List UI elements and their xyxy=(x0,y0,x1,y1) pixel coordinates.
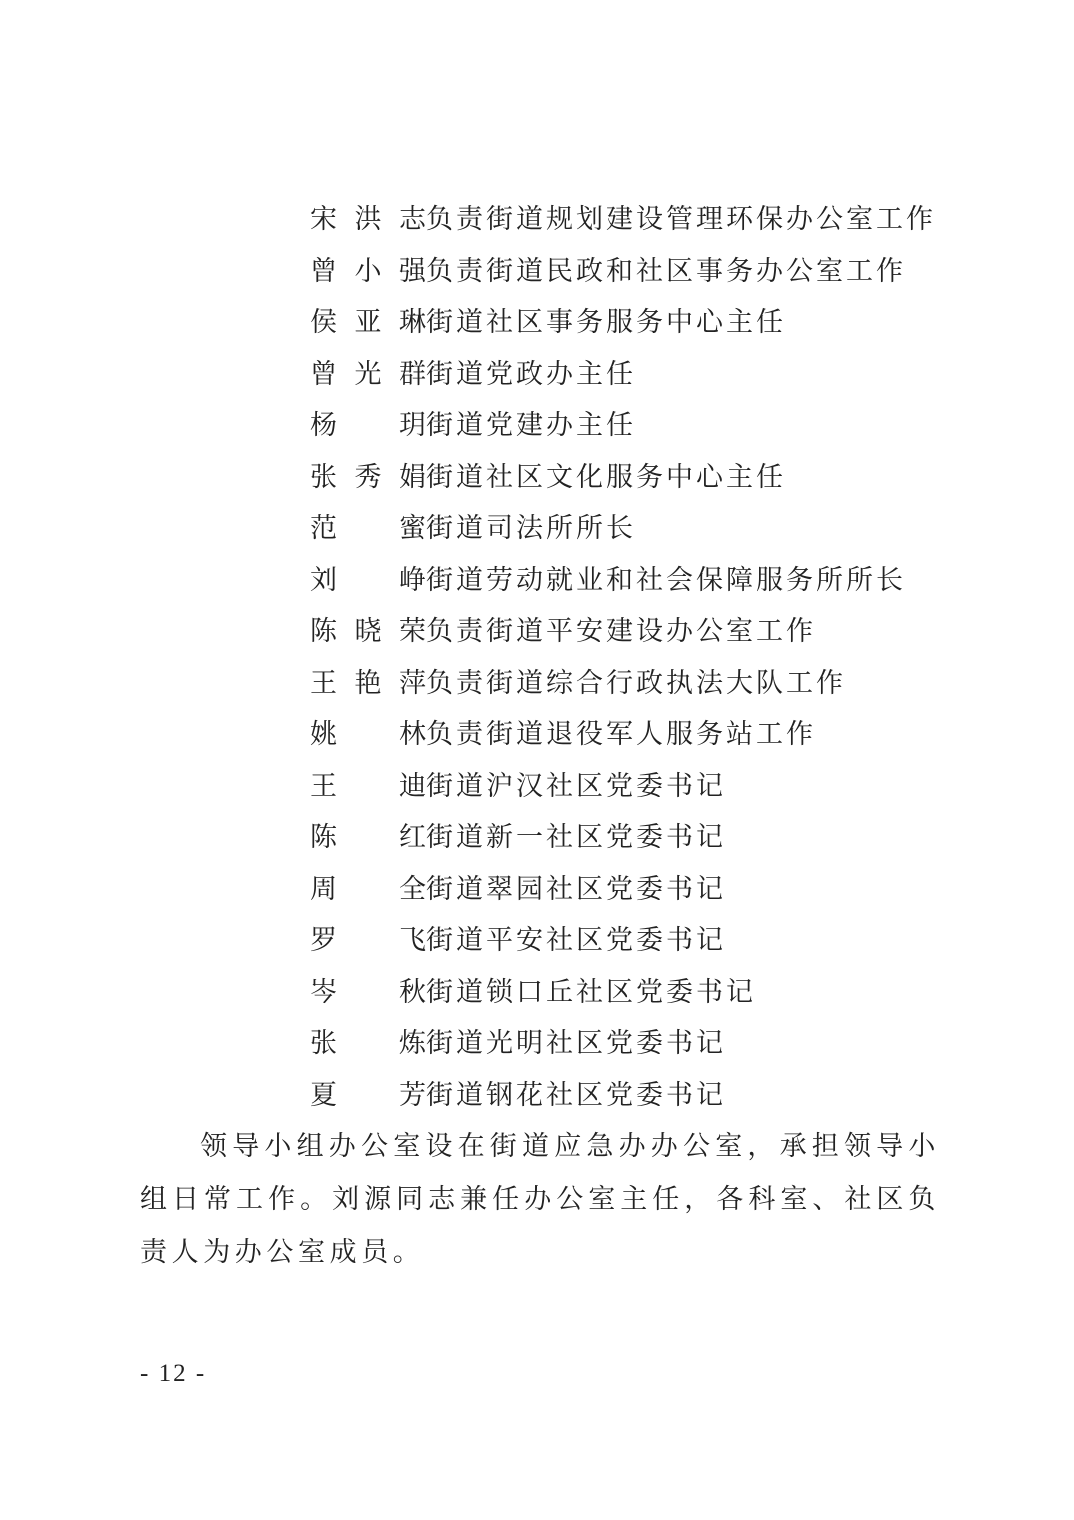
member-row xyxy=(310,709,1010,761)
member-name: 宋 洪 志 xyxy=(310,204,426,235)
member-name: 张 炼 xyxy=(310,1028,426,1059)
member-name: 罗 飞 xyxy=(310,925,426,956)
member-role: 负责街道退役军人服务站工作 xyxy=(426,719,816,750)
member-row xyxy=(310,503,1010,555)
member-row xyxy=(310,761,1010,813)
member-name: 王 迪 xyxy=(310,770,426,802)
member-role: 街道沪汉社区党委书记 xyxy=(426,770,726,802)
member-row xyxy=(310,349,1010,401)
member-role: 街道司法所所长 xyxy=(426,513,636,544)
member-row xyxy=(310,297,1010,349)
member-row xyxy=(310,812,1010,864)
member-row xyxy=(310,1070,1010,1122)
member-name: 曾 光 群 xyxy=(310,358,426,390)
member-row xyxy=(310,915,1010,967)
member-row xyxy=(310,864,1010,916)
member-name: 范 蜜 xyxy=(310,513,426,544)
member-row xyxy=(310,606,1010,658)
member-name: 周 全 xyxy=(310,873,426,905)
page-number: - 12 - xyxy=(140,1360,207,1387)
member-role: 街道钢花社区党委书记 xyxy=(426,1079,726,1111)
member-name: 张 秀 娟 xyxy=(310,461,426,493)
member-role: 街道光明社区党委书记 xyxy=(426,1028,726,1059)
member-name: 侯 亚 琳 xyxy=(310,307,426,338)
member-row xyxy=(310,967,1010,1019)
member-name: 陈 红 xyxy=(310,822,426,853)
member-row xyxy=(310,246,1010,298)
member-role: 街道新一社区党委书记 xyxy=(426,822,726,853)
member-name: 曾 小 强 xyxy=(310,255,426,287)
member-name: 岑 秋 xyxy=(310,976,426,1008)
member-role: 街道社区文化服务中心主任 xyxy=(426,461,786,493)
member-name: 陈 晓 荣 xyxy=(310,616,426,647)
member-role: 负责街道民政和社区事务办公室工作 xyxy=(426,255,906,287)
member-name: 夏 芳 xyxy=(310,1079,426,1111)
member-role: 街道翠园社区党委书记 xyxy=(426,873,726,905)
member-row xyxy=(310,658,1010,710)
member-name: 刘 峥 xyxy=(310,564,426,596)
member-name: 王 艳 萍 xyxy=(310,667,426,699)
member-row xyxy=(310,555,1010,607)
closing-section xyxy=(140,1120,940,1279)
member-name: 姚 林 xyxy=(310,719,426,750)
member-role: 街道党政办主任 xyxy=(426,358,636,390)
member-role: 街道社区事务服务中心主任 xyxy=(426,307,786,338)
member-role: 街道锁口丘社区党委书记 xyxy=(426,976,756,1008)
member-row xyxy=(310,400,1010,452)
member-role: 街道劳动就业和社会保障服务所所长 xyxy=(426,564,906,596)
member-row xyxy=(310,194,1010,246)
member-role: 街道党建办主任 xyxy=(426,410,636,441)
closing-paragraph: 领导小组办公室设在街道应急办办公室，承担领导小组日常工作。刘源同志兼任办公室主任，各科室、社区负责人为办公室成员。 xyxy=(140,1131,940,1268)
member-row xyxy=(310,452,1010,504)
member-role: 负责街道平安建设办公室工作 xyxy=(426,616,816,647)
member-role: 负责街道综合行政执法大队工作 xyxy=(426,667,846,699)
member-row xyxy=(310,1018,1010,1070)
member-name: 杨 玥 xyxy=(310,410,426,441)
member-role: 负责街道规划建设管理环保办公室工作 xyxy=(426,204,936,235)
member-list xyxy=(310,194,1010,1121)
member-role: 街道平安社区党委书记 xyxy=(426,925,726,956)
